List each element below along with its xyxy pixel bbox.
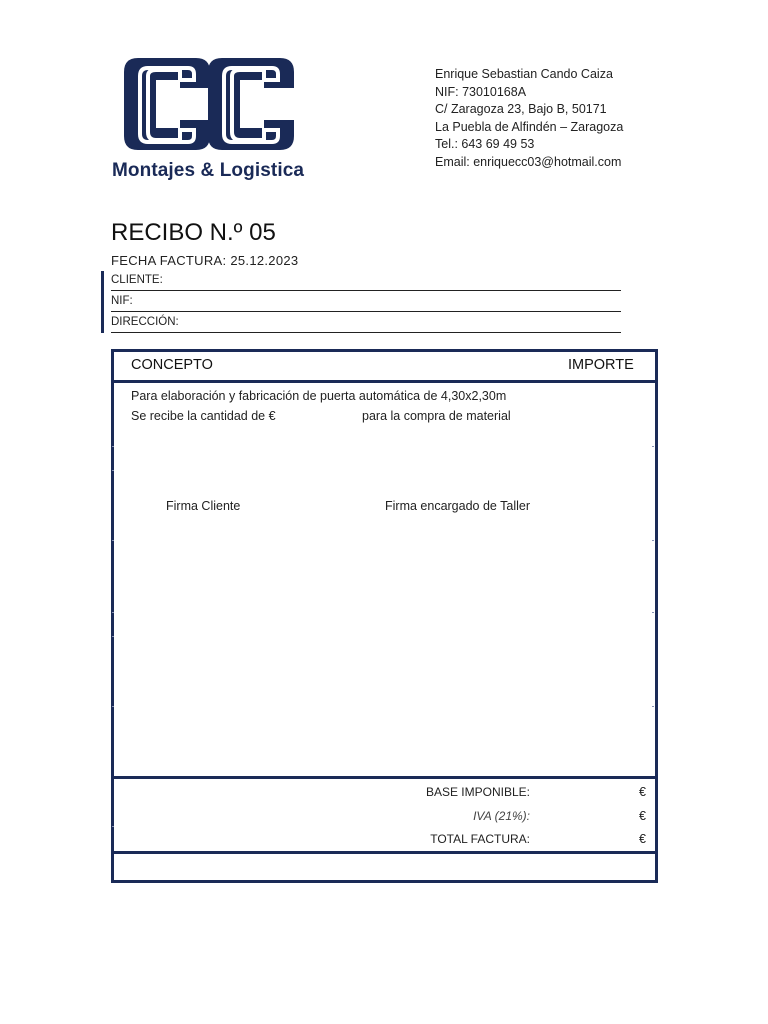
row-tick: [112, 706, 114, 707]
row-tick: [112, 636, 114, 637]
iva-label: IVA (21%):: [473, 809, 530, 823]
issuer-name: Enrique Sebastian Cando Caiza: [435, 67, 613, 81]
client-nif-field[interactable]: [111, 292, 621, 312]
row-tick: [112, 612, 114, 613]
base-imponible-currency: €: [639, 785, 646, 799]
firma-taller-label: Firma encargado de Taller: [385, 499, 530, 513]
concept-table: [111, 349, 658, 883]
base-imponible-label: BASE IMPONIBLE:: [425, 785, 530, 799]
table-totals-divider: [114, 776, 655, 779]
issuer-phone: Tel.: 643 69 49 53: [435, 137, 535, 152]
concept-line-2-end: para la compra de material: [362, 409, 511, 423]
row-tick: [112, 540, 114, 541]
client-address-field[interactable]: [111, 313, 621, 333]
client-address-label: DIRECCIÓN:: [111, 316, 179, 328]
total-factura-label: TOTAL FACTURA:: [430, 832, 530, 846]
importe-header: IMPORTE: [568, 357, 634, 373]
client-name-field[interactable]: [111, 271, 621, 291]
table-footer-divider: [114, 851, 655, 854]
row-tick: [652, 540, 654, 541]
issuer-city: La Puebla de Alfindén – Zaragoza: [435, 119, 624, 134]
firma-cliente-label: Firma Cliente: [166, 499, 241, 513]
issuer-email: Email: enriquecc03@hotmail.com: [435, 154, 622, 169]
concept-line-1: Para elaboración y fabricación de puerta automática de 4,30x2,30m: [131, 389, 507, 403]
row-tick: [112, 446, 114, 447]
row-tick: [112, 826, 114, 827]
client-nif-label: NIF:: [111, 295, 133, 307]
row-tick: [652, 446, 654, 447]
row-tick: [112, 470, 114, 471]
issuer-address: C/ Zaragoza 23, Bajo B, 50171: [435, 102, 607, 117]
issuer-details: [435, 66, 623, 172]
issuer-nif: NIF: 73010168A: [435, 84, 527, 99]
iva-currency: €: [639, 809, 646, 823]
concepto-header: CONCEPTO: [131, 357, 213, 373]
logo-wordmark: Montajes & Logistica: [112, 160, 305, 181]
table-header-divider: [114, 380, 655, 383]
receipt-title: RECIBO N.º 05: [111, 219, 276, 246]
total-factura-currency: €: [639, 832, 646, 846]
client-section-bar: [101, 271, 104, 333]
client-name-label: CLIENTE:: [111, 274, 163, 286]
concept-line-2-start: Se recibe la cantidad de €: [131, 409, 276, 423]
row-tick: [652, 706, 654, 707]
receipt-date: FECHA FACTURA: 25.12.2023: [111, 253, 299, 268]
row-tick: [652, 612, 654, 613]
